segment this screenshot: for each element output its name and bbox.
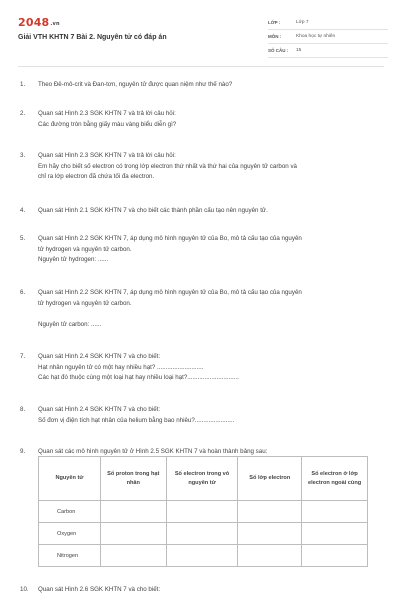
- question-item: [20, 206, 382, 217]
- question-line: Số đơn vị điện tích hạt nhân của helium bằng bao nhiêu?.......................: [38, 416, 235, 424]
- question-text: [38, 585, 382, 596]
- meta-value: Khoa học tự nhiên: [296, 34, 336, 39]
- question-line: tử hydrogen và nguyên tử carbon.: [38, 299, 132, 307]
- table-row: [39, 523, 368, 545]
- meta-value: 15: [296, 48, 302, 53]
- column-header: Số proton trong hạt nhân: [100, 457, 166, 501]
- column-header: Số electron trong vỏ nguyên tử: [166, 457, 238, 501]
- question-line: Quan sát Hình 2.4 SGK KHTN 7 và cho biết:: [38, 406, 161, 413]
- table-row: [39, 501, 368, 523]
- question-number: 6.: [20, 289, 26, 296]
- question-number: 4.: [20, 207, 26, 214]
- question-line: Các đường tròn bằng giấy màu vàng biểu diễn gì?: [38, 120, 177, 128]
- logo-tld: .vn: [50, 21, 60, 27]
- question-number: 2.: [20, 110, 26, 117]
- meta-key: MÔN :: [268, 34, 282, 39]
- question-line: Quan sát Hình 2.6 SGK KHTN 7 và cho biết:: [38, 586, 161, 593]
- question-line: Nguyên tử carbon: ......: [38, 320, 102, 328]
- question-line: tử hydrogen và nguyên tử carbon.: [38, 245, 132, 253]
- logo-text: 2048: [18, 16, 50, 29]
- question-line: Theo Đê-mô-crit và Đan-tơn, nguyên tử được quan niệm như thế nào?: [38, 81, 233, 88]
- answer-cell[interactable]: [166, 545, 238, 567]
- atom-name-cell: Oxygen: [39, 523, 101, 545]
- question-line: Em hãy cho biết số electron có trong lớp electron thứ nhất và thứ hai của nguyên tử carbon và: [38, 162, 297, 170]
- question-text: [38, 80, 382, 91]
- question-number: 10.: [20, 586, 29, 593]
- answer-cell[interactable]: [100, 545, 166, 567]
- atom-name-cell: Carbon: [39, 501, 101, 523]
- question-number: 3.: [20, 152, 26, 159]
- meta-value: Lớp 7: [296, 20, 309, 25]
- question-number: 5.: [20, 235, 26, 242]
- answer-cell[interactable]: [100, 501, 166, 523]
- atom-table: [38, 456, 368, 567]
- question-number: 9.: [20, 448, 26, 455]
- question-item: [20, 151, 382, 183]
- site-logo[interactable]: [18, 16, 60, 29]
- question-number: 1.: [20, 81, 26, 88]
- question-line: Quan sát các mô hình nguyên tử ở Hình 2.5 SGK KHTN 7 và hoàn thành bảng sau:: [38, 448, 268, 455]
- question-line: Quan sát Hình 2.3 SGK KHTN 7 và trả lời câu hỏi:: [38, 110, 176, 117]
- document-header: [18, 16, 384, 60]
- answer-cell[interactable]: [166, 501, 238, 523]
- header-divider: [18, 66, 384, 67]
- question-item: [20, 352, 382, 384]
- question-line: Các hạt đó thuộc cùng một loại hạt hay nhiều loại hạt?..............................: [38, 374, 239, 381]
- answer-cell[interactable]: [238, 501, 302, 523]
- meta-row-class: [268, 16, 388, 30]
- question-item: [20, 109, 382, 130]
- question-text: [38, 151, 382, 183]
- question-item: [20, 80, 382, 91]
- question-line: Nguyên tử hydrogen: ......: [38, 256, 109, 263]
- question-line: Quan sát Hình 2.4 SGK KHTN 7 và cho biết:: [38, 353, 161, 360]
- meta-table: [268, 16, 388, 58]
- column-header: Nguyên tử: [39, 457, 101, 501]
- meta-row-count: [268, 44, 388, 58]
- question-line: [38, 309, 382, 320]
- question-text: [38, 206, 382, 217]
- question-line: chỉ ra lớp electron đã chứa tối đa electron.: [38, 173, 155, 180]
- answer-cell[interactable]: [238, 523, 302, 545]
- question-line: Quan sát Hình 2.3 SGK KHTN 7 và trả lời câu hỏi:: [38, 152, 176, 159]
- meta-key: LỚP :: [268, 20, 281, 25]
- answer-cell[interactable]: [166, 523, 238, 545]
- column-header: Số electron ở lớp electron ngoài cùng: [302, 457, 368, 501]
- question-line: Quan sát Hình 2.2 SGK KHTN 7, áp dụng mô hình nguyên tử của Bo, mô tả cấu tạo của nguyên: [38, 289, 302, 296]
- answer-cell[interactable]: [302, 501, 368, 523]
- meta-key: SỐ CÂU :: [268, 48, 289, 53]
- question-line: Quan sát Hình 2.2 SGK KHTN 7, áp dụng mô hình nguyên tử của Bo, mô tả cấu tạo của nguyên: [38, 235, 302, 242]
- table-header-row: [39, 457, 368, 501]
- column-header: Số lớp electron: [238, 457, 302, 501]
- answer-cell[interactable]: [302, 523, 368, 545]
- question-line: Hạt nhân nguyên tử có một hay nhiều hạt? ...........................: [38, 363, 204, 371]
- answer-cell[interactable]: [100, 523, 166, 545]
- question-item: [20, 234, 382, 266]
- atom-name-cell: Nitrogen: [39, 545, 101, 567]
- table-row: [39, 545, 368, 567]
- question-text: [38, 405, 382, 426]
- question-number: 8.: [20, 406, 26, 413]
- question-text: [38, 109, 382, 130]
- answer-cell[interactable]: [238, 545, 302, 567]
- question-text: [38, 234, 382, 266]
- document-title: Giải VTH KHTN 7 Bài 2. Nguyên tử có đáp án: [18, 34, 167, 41]
- question-line: Quan sát Hình 2.1 SGK KHTN 7 và cho biết các thành phần cấu tạo nên nguyên tử.: [38, 207, 268, 214]
- question-item: [20, 585, 382, 596]
- meta-row-subject: [268, 30, 388, 44]
- question-item: [20, 288, 382, 330]
- question-text: [38, 352, 382, 384]
- question-item: [20, 405, 382, 426]
- question-number: 7.: [20, 353, 26, 360]
- answer-cell[interactable]: [302, 545, 368, 567]
- question-text: [38, 288, 382, 330]
